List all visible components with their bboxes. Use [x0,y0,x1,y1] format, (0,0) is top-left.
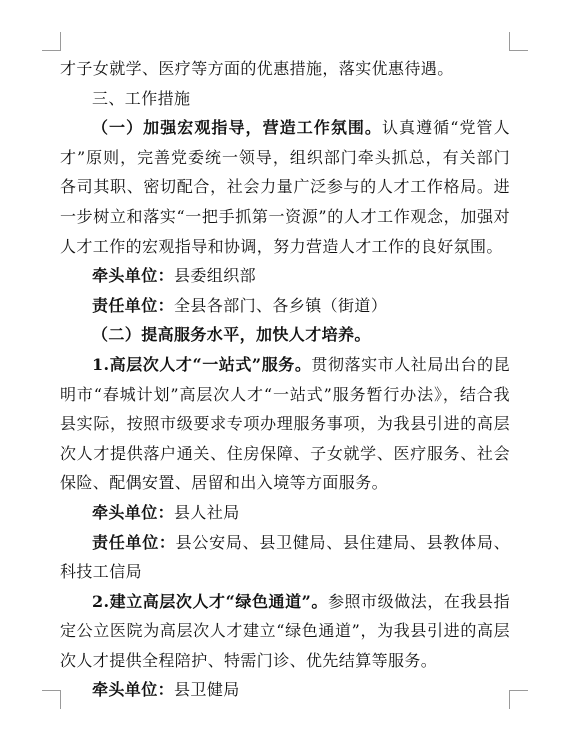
section-2-title [60,320,510,350]
item-1-title: 1.高层次人才“一站式”服务。 [92,354,312,374]
item-2-title: 2.建立高层次人才“绿色通道”。 [92,591,328,611]
item-2-text: 参照市级做法，在我县指定公立医院为高层次人才建立“绿色通道”，为我县引进的高层次人才提供全程陪护、特需门诊、优先结算等服务。 [60,591,511,670]
responsible-unit-label: 责任单位： [92,295,175,315]
section-heading: 三、工作措施 [92,88,191,108]
item-2-lead-unit [60,675,510,705]
item-1-responsible-unit [60,528,510,587]
item-1-paragraph [60,350,510,498]
crop-mark-top-right [509,32,528,51]
lead-unit-value: 县卫健局 [174,680,240,700]
document-body [60,54,510,705]
paragraph-continuation: 才子女就学、医疗等方面的优惠措施，落实优惠待遇。 [60,59,454,78]
section-1-lead-unit [60,261,510,291]
section-1-title: （一）加强宏观指导，营造工作氛围。 [92,118,382,138]
item-1-text: 贯彻落实市人社局出台的昆明市“春城计划”高层次人才“一站式”服务暂行办法》，结合我县实际，按照市级要求专项办理服务事项，为我县引进的高层次人才提供落户通关、住房保障、子女就学、医疗服务、社会保险、配偶安置、居留和出入境等方面服务。 [60,354,510,493]
crop-mark-bottom-right [509,690,528,709]
section-1-responsible-unit [60,291,510,321]
crop-mark-bottom-left [42,690,61,709]
responsible-unit-value: 县公安局、县卫健局、县住建局、县教体局、科技工信局 [60,532,510,582]
responsible-unit-label: 责任单位： [92,532,176,552]
responsible-unit-value: 全县各部门、各乡镇（街道） [174,295,388,315]
section-2-title-text: （二）提高服务水平，加快人才培养。 [92,325,371,345]
section-1-text: 认真遵循“党管人才”原则，完善党委统一领导，组织部门牵头抓总，有关部门各司其职、密切配合，社会力量广泛参与的人才工作格局。进一步树立和落实“一把手抓第一资源”的人才工作观念，加强对人才工作的宏观指导和协调，努力营造人才工作的良好氛围。 [60,118,510,256]
lead-unit-value: 县人社局 [174,502,240,522]
lead-unit-label: 牵头单位： [92,502,175,522]
item-2-paragraph [60,587,510,676]
lead-unit-value: 县委组织部 [174,266,257,286]
item-1-lead-unit [60,498,510,528]
section-1-paragraph [60,113,510,261]
crop-mark-top-left [42,32,61,51]
lead-unit-label: 牵头单位： [92,680,175,700]
lead-unit-label: 牵头单位： [92,266,175,286]
